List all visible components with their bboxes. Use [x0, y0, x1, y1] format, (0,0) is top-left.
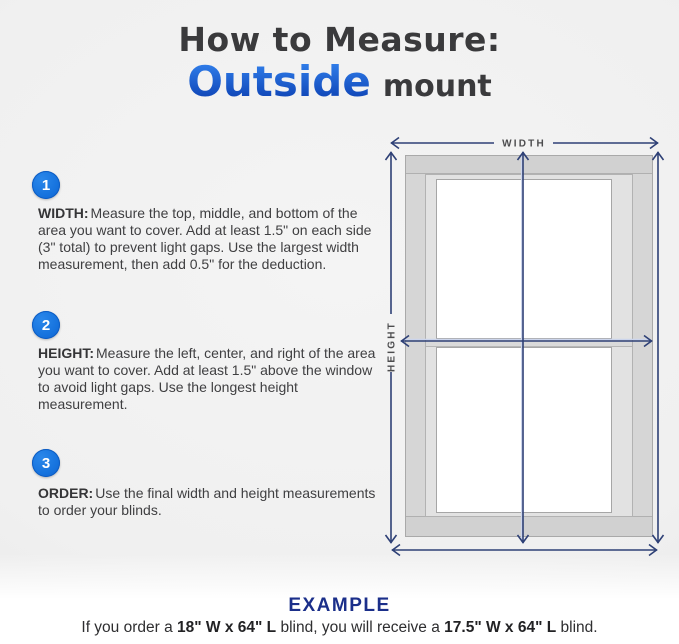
example-prefix: If you order a — [81, 619, 178, 636]
width-arrow-right-head — [650, 138, 658, 149]
example-section — [0, 595, 679, 637]
page-title — [0, 20, 679, 107]
window-head-board — [406, 156, 652, 174]
window-inner-jamb — [425, 174, 633, 517]
height-label: HEIGHT — [386, 321, 398, 372]
bottom-arrow-left-head — [393, 545, 401, 556]
title-line1: How to Measure: — [178, 20, 501, 59]
window-pane-top — [436, 179, 612, 339]
title-mount: mount — [382, 69, 492, 105]
window-frame — [405, 155, 653, 537]
width-label: WIDTH — [502, 138, 546, 150]
right-arrow-top-head — [653, 153, 664, 161]
step-2-body: Measure the left, center, and right of the area you want to cover. Add at least 1.5" above the window to avoid light gaps. Use the longest height measurement. — [38, 345, 376, 412]
example-middle: blind, you will receive a — [276, 619, 445, 636]
step-2-text — [38, 345, 376, 413]
width-arrow — [391, 138, 658, 150]
example-received-size: 17.5" W x 64" L — [444, 619, 557, 636]
example-suffix: blind. — [556, 619, 598, 636]
width-arrow-left-head — [392, 138, 400, 149]
right-arrow-bottom-head — [653, 535, 664, 543]
step-1-label: WIDTH: — [38, 205, 89, 221]
step-2-label: HEIGHT: — [38, 345, 94, 361]
right-vertical-arrow — [653, 152, 664, 543]
step-3-badge — [32, 449, 60, 477]
bottom-arrow-right-head — [649, 545, 657, 556]
title-highlight-outside: Outside — [187, 57, 371, 107]
step-2-badge — [32, 311, 60, 339]
bottom-width-arrow — [392, 545, 657, 556]
example-sentence — [0, 619, 679, 637]
step-3-text — [38, 485, 376, 519]
height-arrow-bottom-head — [386, 535, 397, 543]
example-ordered-size: 18" W x 64" L — [177, 619, 277, 636]
step-1-text — [38, 205, 376, 273]
window-pane-bottom — [436, 347, 612, 513]
step-2-number: 2 — [41, 316, 51, 334]
title-line2 — [0, 57, 679, 107]
step-1-number: 1 — [41, 176, 51, 194]
step-3-label: ORDER: — [38, 485, 94, 501]
step-1-badge — [32, 171, 60, 199]
step-3-number: 3 — [41, 454, 51, 472]
step-3-body: Use the final width and height measurements to order your blinds. — [38, 485, 376, 518]
example-heading: EXAMPLE — [288, 595, 391, 616]
window-middle-rail — [426, 339, 632, 347]
height-arrow-top-head — [386, 153, 397, 161]
window-sill — [406, 516, 652, 536]
step-1-body: Measure the top, middle, and bottom of the area you want to cover. Add at least 1.5" on each side (3" total) to prevent light gaps. Use the largest width measurement, then add 0.5" for the deduction. — [38, 205, 372, 272]
height-arrow — [386, 152, 398, 543]
